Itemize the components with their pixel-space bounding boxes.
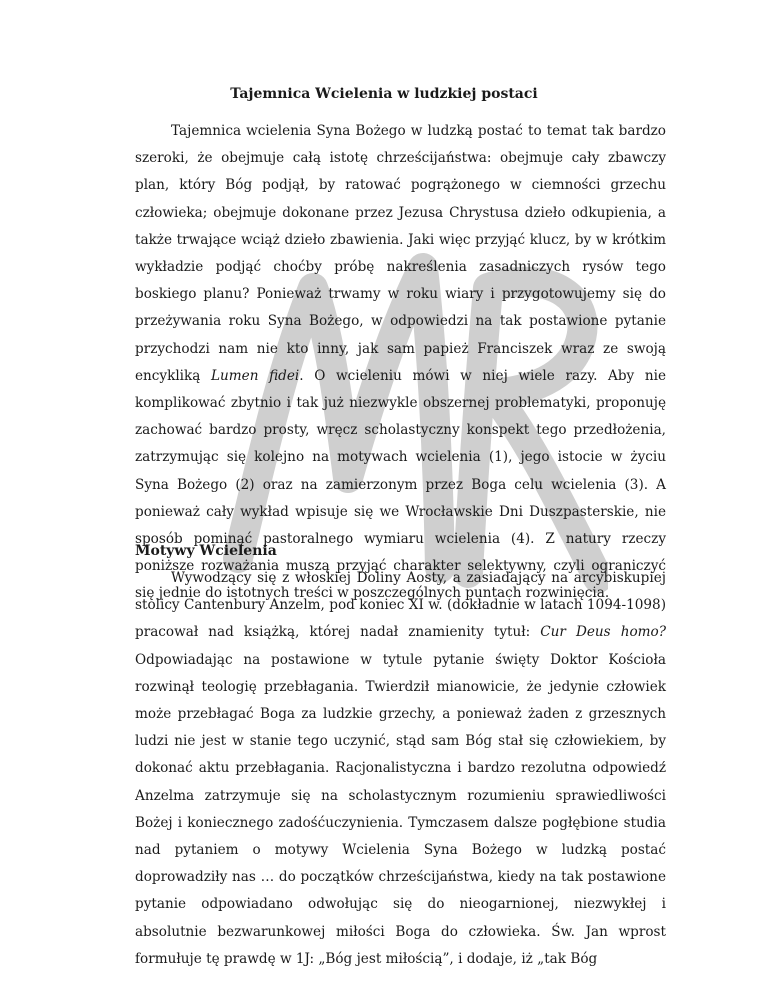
- italic-text-run: Lumen fidei: [211, 367, 300, 384]
- text-run: Wywodzący się z włoskiej Doliny Aosty, a zasiadający na arcybiskupiej stolicy Cantenbury Anzelm, pod koniec XI w. (dokładnie w latach 1094-1098) pracował nad książką, której nadał znamienity tytuł:: [135, 570, 666, 641]
- paragraph-intro: [135, 118, 666, 608]
- document-title: Tajemnica Wcielenia w ludzkiej postaci: [230, 86, 538, 102]
- text-run: Tajemnica wcielenia Syna Bożego w ludzką postać to temat tak bardzo szeroki, że obejmuje całą istotę chrześcijaństwa: obejmuje cały zbawczy plan, który Bóg podjął, by ratować pogrążonego w ciemności grzechu człowieka; obejmuje dokonane przez Jezusa Chrystusa dzieło odkupienia, a także trwające wciąż dzieło zbawienia. Jaki więc przyjąć klucz, by w krótkim wykładzie podjąć choćby próbę nakreślenia zasadniczych rysów tego boskiego planu? Ponieważ trwamy w roku wiary i przygotowujemy się do przeżywania roku Syna Bożego, w odpowiedzi na tak postawione pytanie przychodzi nam nie kto inny, jak sam papież Franciszek wraz ze swoją encykliką: [135, 123, 666, 384]
- text-run: Odpowiadając na postawione w tytule pytanie święty Doktor Kościoła rozwinął teologię przebłagania. Twierdził mianowicie, że jedynie człowiek może przebłagać Boga za ludzkie grzechy, a ponieważ żaden z grzesznych ludzi nie jest w stanie tego uczynić, stąd sam Bóg stał się człowiekiem, by dokonać aktu przebłagania. Racjonalistyczna i bardzo rezolutna odpowiedź Anzelma zatrzymuje się na scholastycznym rozumieniu sprawiedliwości Bożej i koniecznego zadośćuczynienia. Tymczasem dalsze pogłębione studia nad pytaniem o motywy Wcielenia Syna Bożego w ludzką postać doprowadziły nas … do początków chrześcijaństwa, kiedy na tak postawione pytanie odpowiadano odwołując się do nieogarnionej, niezwykłej i absolutnie bezwarunkowej miłości Boga do człowieka. Św. Jan wprost formułuje tę prawdę w 1J: „Bóg jest miłością”, i dodaje, iż „tak Bóg: [135, 651, 666, 967]
- text-run: . O wcieleniu mówi w niej wiele razy. Aby nie komplikować zbytnio i tak już niezwykle obszernej problematyki, proponuję zachować bardzo prosty, wręcz scholastyczny konspekt tego przedłożenia, zatrzymując się kolejno na motywach wcielenia (1), jego istocie w życiu Syna Bożego (2) oraz na zamierzonym przez Boga celu wcielenia (3). A ponieważ cały wykład wpisuje się we Wrocławskie Dni Duszpasterskie, nie sposób pominąć pastoralnego wymiaru wcielenia (4). Z natury rzeczy poniższe rozważania muszą przyjąć charakter selektywny, czyli ograniczyć się jednie do istotnych treści w poszczególnych puntach rozwinięcia.: [135, 367, 666, 602]
- section-heading: Motywy Wcielenia: [135, 543, 277, 559]
- italic-text-run: Cur Deus homo?: [540, 624, 666, 641]
- paragraph-motives: [135, 565, 666, 973]
